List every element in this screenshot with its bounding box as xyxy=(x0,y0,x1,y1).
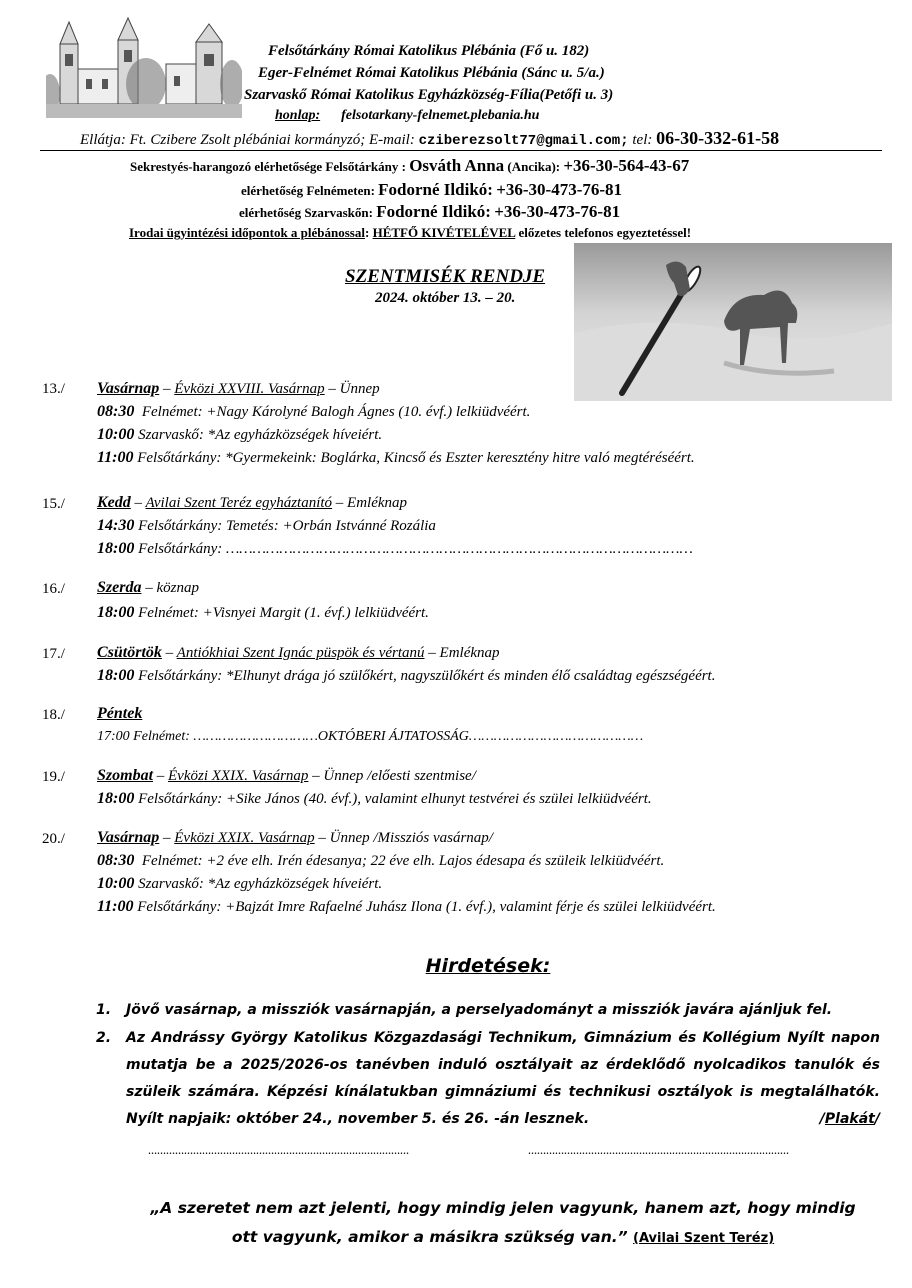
day-header-15 xyxy=(97,494,407,512)
day-name: Szerda xyxy=(97,579,142,596)
schedule-dates: 2024. október 13. – 20. xyxy=(375,290,516,306)
dash: – xyxy=(153,768,169,784)
item-body xyxy=(126,1025,880,1133)
contact-row-2 xyxy=(241,180,622,200)
mass-time: 14:30 xyxy=(97,517,135,534)
feast-name: Évközi XXIX. Vasárnap xyxy=(168,768,309,784)
mass-row xyxy=(97,729,643,745)
mass-row xyxy=(97,426,382,444)
homepage-url[interactable]: felsotarkany-felnemet.plebania.hu xyxy=(341,108,540,123)
parish-line-3: Szarvaskő Római Katolikus Egyházközség-Fília(Petőfi u. 3) xyxy=(244,87,614,103)
day-number: 20./ xyxy=(42,831,65,847)
separator-left: …………………………………………………………………………… xyxy=(148,1146,409,1156)
feast-rank: köznap xyxy=(156,580,199,596)
day-name: Szombat xyxy=(97,767,154,784)
homepage-label: honlap: xyxy=(275,108,321,123)
contact-phone: +36-30-473-76-81 xyxy=(496,180,623,199)
day-name: Csütörtök xyxy=(97,644,162,661)
day-header-20 xyxy=(97,829,493,847)
mass-time: 08:30 xyxy=(97,852,135,869)
feast-rank: – Ünnep /Missziós vasárnap/ xyxy=(314,830,493,846)
feast-name: Évközi XXVIII. Vasárnap xyxy=(174,381,325,397)
mass-text: Felnémet: +Nagy Károlyné Balogh Ágnes (10. évf.) lelkiüdvéért. xyxy=(141,404,531,420)
office-rest: előzetes telefonos egyeztetéssel! xyxy=(518,225,692,240)
mass-row xyxy=(97,517,436,535)
dash: – xyxy=(161,645,177,661)
contact-phone: +36-30-564-43-67 xyxy=(563,156,690,175)
separator-right: …………………………………………………………………………… xyxy=(528,1146,789,1156)
announcement-item-2 xyxy=(96,1025,880,1133)
day-name: Péntek xyxy=(97,705,143,722)
office-label: Irodai ügyintézési időpontok a plébánossal xyxy=(129,225,365,240)
day-number: 15./ xyxy=(42,496,65,512)
care-row xyxy=(80,128,779,149)
dash: – xyxy=(141,580,157,596)
mass-text: Szarvaskő: *Az egyházközségek híveiért. xyxy=(138,876,383,892)
feast-rank: – Emléknap xyxy=(424,645,500,661)
mass-text: Felsőtárkány: +Sike János (40. évf.), valamint elhunyt testvérei és szülei lelkiüdvéért. xyxy=(138,791,652,807)
mass-text: Felnémet: …………………………OKTÓBERI ÁJTATOSSÁG…………………………………… xyxy=(133,729,644,744)
item-text: Jövő vasárnap, a missziók vasárnapján, a perselyadományt a missziók javára ajánljuk fel. xyxy=(126,1002,833,1018)
homepage-row xyxy=(275,108,539,124)
mass-time: 08:30 xyxy=(97,403,135,420)
mass-row xyxy=(97,540,693,558)
contact-row-1 xyxy=(130,156,689,176)
day-name: Vasárnap xyxy=(97,380,160,397)
contact-label: Sekrestyés-harangozó elérhetősége Felsőtárkány : xyxy=(130,159,406,174)
parish-line-1: Felsőtárkány Római Katolikus Plébánia (Fő u. 182) xyxy=(268,43,590,59)
day-name: Vasárnap xyxy=(97,829,160,846)
contact-name: Fodorné Ildikó: xyxy=(378,180,493,199)
care-text: Ellátja: Ft. Czibere Zsolt plébániai kormányzó; E-mail: xyxy=(80,132,415,148)
feast-rank: – Emléknap xyxy=(332,495,408,511)
announcement-item-1 xyxy=(96,997,880,1024)
office-day: HÉTFŐ KIVÉTELÉVEL xyxy=(372,225,516,240)
church-illustration xyxy=(46,14,242,118)
announcements-title: Hirdetések: xyxy=(425,955,551,977)
item-number: 2. xyxy=(96,1030,112,1046)
day-number: 13./ xyxy=(42,381,65,397)
mass-row xyxy=(97,604,429,622)
contact-phone: +36-30-473-76-81 xyxy=(494,202,621,221)
feast-name: Antiókhiai Szent Ignác püspök és vértanú xyxy=(176,645,425,661)
day-number: 19./ xyxy=(42,769,65,785)
contact-label: elérhetőség Szarvaskőn: xyxy=(239,205,373,220)
feast-rank: – Ünnep xyxy=(324,381,380,397)
quote-line-1: „A szeretet nem azt jelenti, hogy mindig jelen vagyunk, hanem azt, hogy mindig xyxy=(150,1199,856,1217)
tel-number: 06-30-332-61-58 xyxy=(656,128,780,148)
mass-row xyxy=(97,898,716,916)
office-colon: : xyxy=(364,225,370,240)
feast-rank: – Ünnep /előesti szentmise/ xyxy=(308,768,476,784)
contact-name: Fodorné Ildikó: xyxy=(376,202,491,221)
mass-row xyxy=(97,403,530,421)
tel-label: tel: xyxy=(632,132,653,148)
mass-row xyxy=(97,790,652,808)
dash: – xyxy=(159,381,175,397)
dash: – xyxy=(159,830,175,846)
contact-row-3 xyxy=(239,202,620,222)
camel-needle-image xyxy=(574,243,892,401)
item-number: 1. xyxy=(96,1002,112,1018)
dash: – xyxy=(130,495,146,511)
quote-author: (Avilai Szent Teréz) xyxy=(633,1231,775,1246)
mass-text: Felsőtárkány: Temetés: +Orbán Istvánné Rozália xyxy=(138,518,436,534)
day-header-13 xyxy=(97,380,380,398)
mass-time: 11:00 xyxy=(97,449,134,466)
day-header-16 xyxy=(97,579,199,597)
mass-text: Szarvaskő: *Az egyházközségek híveiért. xyxy=(138,427,383,443)
mass-time: 11:00 xyxy=(97,898,134,915)
feast-name: Évközi XXIX. Vasárnap xyxy=(174,830,315,846)
quote-text: ott vagyunk, amikor a másikra szükség van.” xyxy=(231,1228,628,1246)
email-link[interactable]: cziberezsolt77@gmail.com; xyxy=(418,133,629,149)
mass-time: 18:00 xyxy=(97,604,135,621)
poster-link[interactable]: Plakát xyxy=(824,1111,875,1127)
office-hours xyxy=(129,225,691,241)
day-number: 17./ xyxy=(42,646,65,662)
contact-nick: (Ancika): xyxy=(507,159,561,174)
mass-text: Felnémet: +2 éve elh. Irén édesanya; 22 éve elh. Lajos édesapa és szüleik lelkiüdvéért. xyxy=(141,853,665,869)
day-number: 16./ xyxy=(42,581,65,597)
mass-time: 17:00 xyxy=(97,729,130,744)
contact-name: Osváth Anna xyxy=(409,156,505,175)
mass-time: 10:00 xyxy=(97,875,135,892)
parish-line-2: Eger-Felnémet Római Katolikus Plébánia (Sánc u. 5/a.) xyxy=(258,65,605,81)
mass-time: 18:00 xyxy=(97,790,135,807)
day-header-18 xyxy=(97,705,142,723)
mass-row xyxy=(97,852,664,870)
mass-text: Felsőtárkány: +Bajzát Imre Rafaelné Juhász Ilona (1. évf.), valamint férje és szülei lelkiüdvéért. xyxy=(137,899,716,915)
mass-text: Felsőtárkány: *Elhunyt drága jó szülőkért, nagyszülőkért és minden élő családtag egészségéért. xyxy=(138,668,716,684)
contact-label: elérhetőség Felnémeten: xyxy=(241,183,375,198)
poster-link-wrap: /Plakát/ xyxy=(819,1111,880,1127)
mass-time: 18:00 xyxy=(97,667,135,684)
mass-row xyxy=(97,875,382,893)
mass-row xyxy=(97,449,695,467)
mass-text: Felnémet: +Visnyei Margit (1. évf.) lelkiüdvéért. xyxy=(138,605,429,621)
mass-row xyxy=(97,667,715,685)
day-header-17 xyxy=(97,644,500,662)
mass-time: 10:00 xyxy=(97,426,135,443)
quote-line-2 xyxy=(118,1228,888,1246)
day-name: Kedd xyxy=(97,494,131,511)
header-divider xyxy=(40,150,882,151)
mass-text: Felsőtárkány: *Gyermekeink: Boglárka, Kincső és Eszter keresztény hitre való megtéréséért. xyxy=(137,450,695,466)
mass-text: Felsőtárkány: …………………………………………………………………………………………… xyxy=(138,541,693,557)
item-text: Az Andrássy György Katolikus Közgazdasági Technikum, Gimnázium és Kollégium Nyílt napon mutatja be a 2025/2026-os tanévben induló osztályait az érdeklődő nyolcadikos tanulók és szüleik számára. Képzési kínálatukban gimnáziumi és technikusi osztályok is megtalálhatók. Nyílt napjaik: október 24., november 5. és 26. -án lesznek. xyxy=(126,1030,880,1127)
feast-name: Avilai Szent Teréz egyháztanító xyxy=(145,495,333,511)
day-header-19 xyxy=(97,767,476,785)
schedule-title: SZENTMISÉK RENDJE xyxy=(345,266,546,287)
day-number: 18./ xyxy=(42,707,65,723)
mass-time: 18:00 xyxy=(97,540,135,557)
